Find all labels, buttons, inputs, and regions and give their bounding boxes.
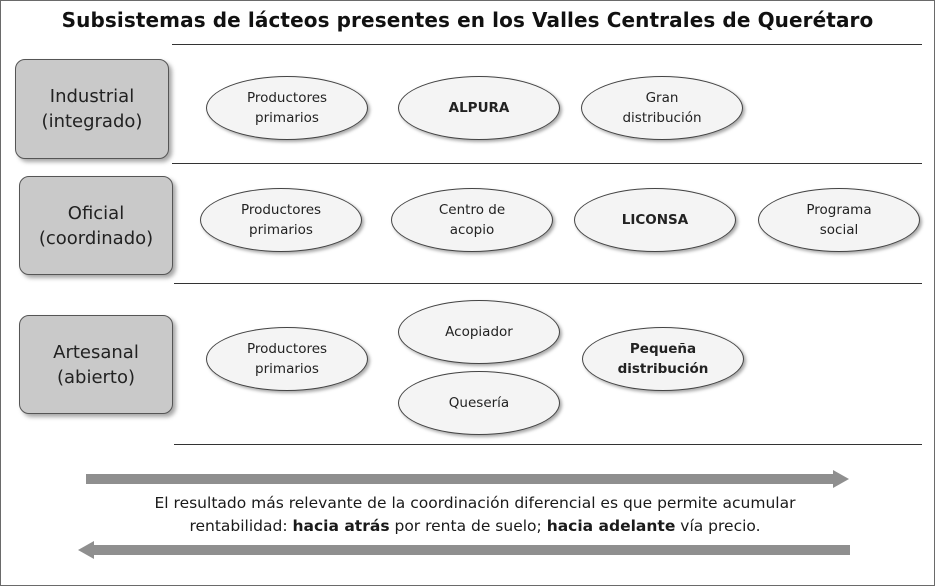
node-productores-primarios [206,327,368,391]
separator-line [174,283,922,284]
node-label: primarios [255,361,319,377]
note-text: por renta de suelo; [389,517,547,535]
separator-line [174,444,922,445]
note-text: vía precio. [675,517,761,535]
subsystem-name: Oficial [67,202,125,224]
node-label: distribución [622,110,702,126]
subsystem-type: (abierto) [56,366,136,388]
subsystem-artesanal-box [19,315,173,414]
node-label: distribución [617,361,709,377]
node-label: primarios [255,110,319,126]
node-queseria [398,371,560,435]
node-label: LICONSA [621,212,689,228]
forward-arrow-shaft [86,474,834,484]
node-label: acopio [449,222,495,238]
node-label: Pequeña [629,341,697,357]
note-text: rentabilidad: [189,517,293,535]
node-liconsa [574,188,736,252]
conclusion-note [90,492,860,538]
separator-line [172,44,922,45]
backward-arrow-head-icon [78,541,94,559]
node-label: Acopiador [445,324,513,340]
diagram-title: Subsistemas de lácteos presentes en los Valles Centrales de Querétaro [61,8,874,32]
node-centro-de-acopio [391,188,553,252]
node-alpura [398,76,560,140]
note-line-1: El resultado más relevante de la coordinación diferencial es que permite acumular [154,494,796,512]
backward-arrow-shaft [94,545,850,555]
subsystem-type: (coordinado) [38,227,154,249]
node-productores-primarios [206,76,368,140]
node-label: Gran [645,90,679,106]
node-programa-social [758,188,920,252]
node-label: Productores [246,341,328,357]
note-bold-backward: hacia atrás [292,517,390,535]
subsystem-industrial-box [15,59,169,159]
note-bold-forward: hacia adelante [546,517,676,535]
node-label: primarios [249,222,313,238]
node-label: social [819,222,859,238]
subsystem-type: (integrado) [41,111,143,132]
node-acopiador [398,300,560,364]
note-line-2 [90,515,860,538]
node-label: Productores [246,90,328,106]
separator-line [172,163,922,164]
subsystem-oficial-box [19,176,173,275]
node-label: Quesería [448,395,510,411]
node-productores-primarios [200,188,362,252]
node-gran-distribucion [581,76,743,140]
node-label: ALPURA [448,100,510,116]
node-label: Centro de [438,202,506,218]
node-label: Productores [240,202,322,218]
subsystem-name: Artesanal [53,341,139,363]
subsystem-name: Industrial [49,86,135,107]
node-pequena-distribucion [582,327,744,391]
forward-arrow-head-icon [833,470,849,488]
node-label: Programa [806,202,872,218]
